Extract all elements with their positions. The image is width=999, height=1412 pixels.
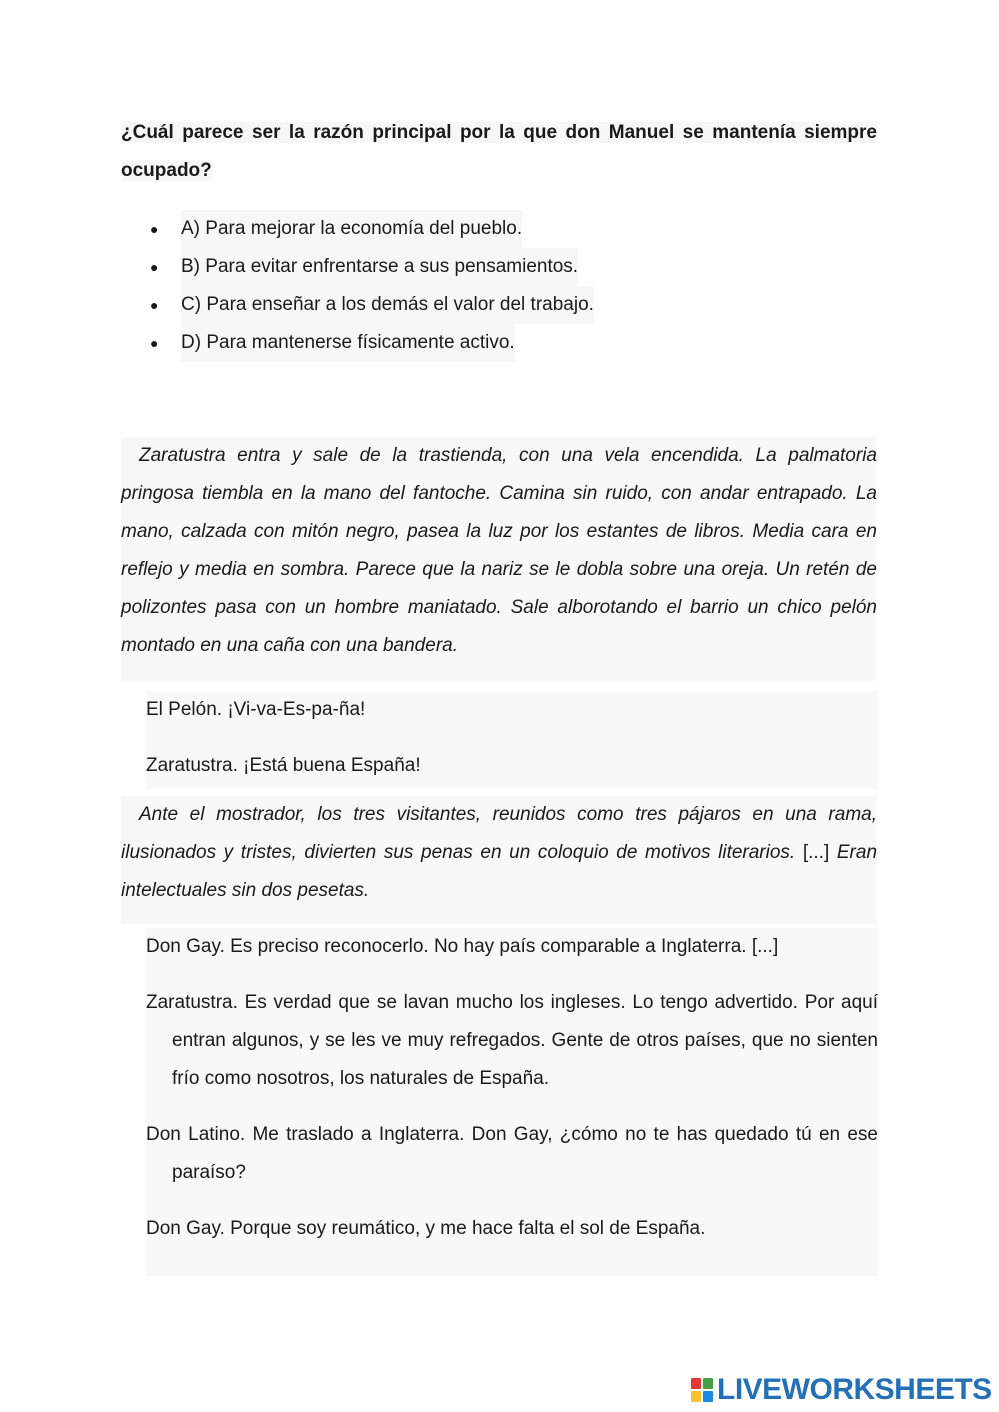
question-text: ¿Cuál parece ser la razón principal por la que don Manuel se mantenía siempre ocupado? <box>121 122 877 181</box>
dialogue-line: El Pelón. ¡Vi-va-Es-pa-ña! <box>146 699 366 720</box>
dialogue-line: Don Gay. Es preciso reconocerlo. No hay país comparable a Inglaterra. [...] <box>146 936 779 957</box>
dialogue-line: Zaratustra. Es verdad que se lavan mucho los ingleses. Lo tengo advertido. Por aquí entran algunos, y se les ve muy refregados. Gente de otros países, que no sienten frío como nosotros, los naturales de España. <box>146 992 878 1089</box>
liveworksheets-logo <box>691 1373 992 1407</box>
bullet-icon: ● <box>150 297 159 313</box>
option-label: D) Para mantenerse físicamente activo. <box>181 324 515 362</box>
dialogue-block-2 <box>146 928 878 1276</box>
stage-direction-1: Zaratustra entra y sale de la trastienda, con una vela encendida. La palmatoria pringosa tiembla en la mano del fantoche. Camina sin ruido, con andar entrapado. La mano, calzada con mitón negro, pasea la luz por los estantes de libros. Media cara en reflejo y media en sombra. Parece que la nariz se le dobla sobre una oreja. Un retén de polizontes pasa con un hombre maniatado. Sale alborotando el barrio un chico pelón montado en una caña con una bandera. <box>121 437 877 681</box>
bullet-icon: ● <box>150 221 159 237</box>
option-d[interactable] <box>150 324 594 362</box>
option-c[interactable] <box>150 286 594 324</box>
bullet-icon: ● <box>150 259 159 275</box>
dialogue-line: Don Gay. Porque soy reumático, y me hace falta el sol de España. <box>146 1218 706 1239</box>
option-b[interactable] <box>150 248 594 286</box>
dialogue-block-1 <box>146 691 878 789</box>
dialogue-line: Don Latino. Me traslado a Inglaterra. Don Gay, ¿cómo no te has quedado tú en ese paraíso? <box>146 1124 878 1183</box>
stage-text: Ante el mostrador, los tres visitantes, reunidos como tres pájaros en una rama, ilusionados y tristes, divierten sus penas en un coloquio de motivos literarios. <box>121 804 877 863</box>
option-a[interactable] <box>150 210 594 248</box>
stage-text-end: Eran intelectuales sin dos pesetas. <box>121 842 878 901</box>
option-label: B) Para evitar enfrentarse a sus pensamientos. <box>181 248 578 286</box>
answer-options <box>150 210 594 362</box>
option-label: C) Para enseñar a los demás el valor del trabajo. <box>181 286 594 324</box>
bullet-icon: ● <box>150 335 159 351</box>
stage-direction-2 <box>121 796 877 924</box>
logo-mark-icon <box>691 1378 713 1402</box>
option-label: A) Para mejorar la economía del pueblo. <box>181 210 522 248</box>
dialogue-line: Zaratustra. ¡Está buena España! <box>146 755 421 776</box>
logo-text: LIVEWORKSHEETS <box>717 1373 992 1406</box>
ellipsis: [...] <box>802 842 830 863</box>
